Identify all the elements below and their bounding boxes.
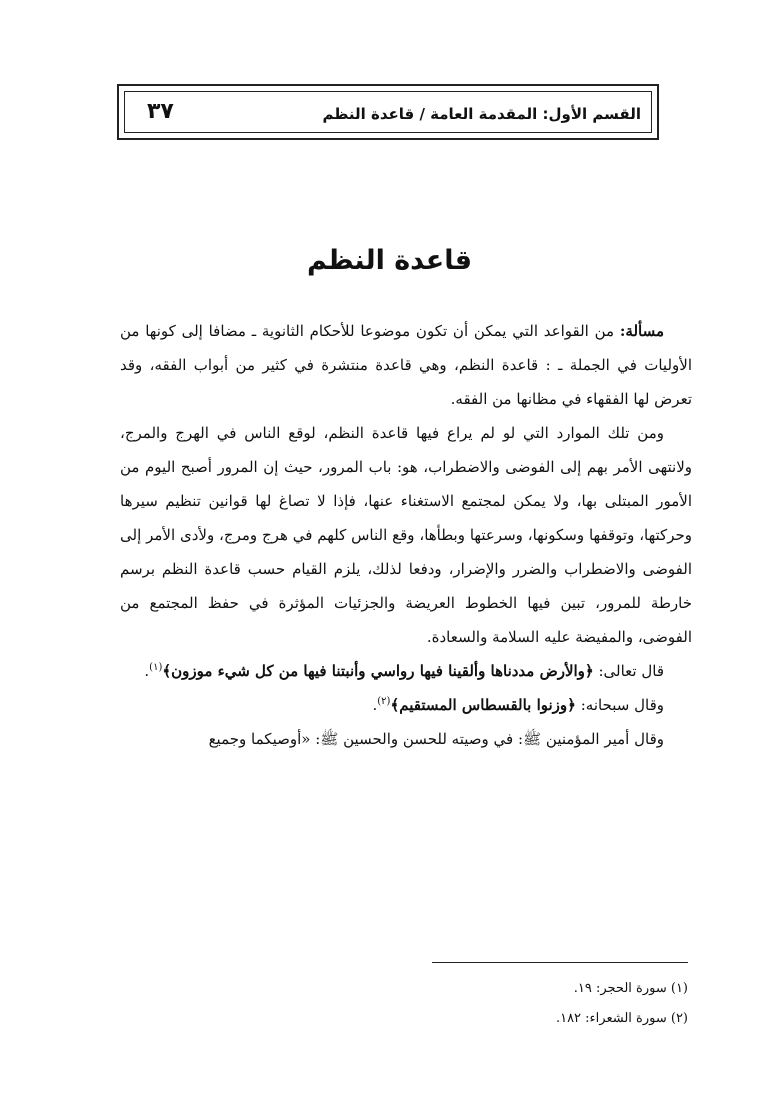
footnote-2: (٢) سورة الشعراء: ١٨٢. [555,1011,688,1026]
paragraph-1-lead: مسألة: [619,322,664,340]
header-title: القسم الأول: المقدمة العامة / قاعدة النظم [322,105,641,123]
paragraph-5 [120,722,692,756]
paragraph-4-lead: وقال سبحانه: [575,696,664,714]
paragraph-1-text: من القواعد التي يمكن أن تكون موضوعا للأحكام الثانوية ـ مضافا إلى كونها من الأوليات في الجملة ـ : قاعدة النظم، وهي قاعدة منتشرة في كثير من أبواب الفقه، وقد تعرض لها الفقهاء في مظانها من الفقه. [120,322,692,408]
footnote-1: (١) سورة الحجر: ١٩. [573,981,688,996]
page-number: ٣٧ [147,99,174,124]
paragraph-3: قال تعالى: ﴿والأرض مددناها وألقينا فيها رواسي وأنبتنا فيها من كل شيء موزون﴾$^{(١)}$. [144,662,664,680]
chapter-title: قاعدة النظم [306,245,473,276]
paragraph-3-lead: قال تعالى: [593,662,664,680]
header-inner-frame [124,91,652,133]
paragraph-4: وقال سبحانه: ﴿وزنوا بالقسطاس المستقيم﴾$^{(٢)}$. [372,696,664,714]
body-text [120,314,692,756]
quran-verse-2: ﴿وزنوا بالقسطاس المستقيم﴾ [390,696,576,714]
footnote-divider [432,962,688,963]
quran-verse-1: ﴿والأرض مددناها وألقينا فيها رواسي وأنبتنا فيها من كل شيء موزون﴾ [162,662,594,680]
running-header [117,84,659,140]
paragraph-2-text: ومن تلك الموارد التي لو لم يراع فيها قاعدة النظم، لوقع الناس في الهرج والمرج، ولانتهى الأمر بهم إلى الفوضى والاضطراب، هو: باب المرور، حيث إن المرور أصبح اليوم من الأمور المبتلى بها، ولا يمكن لمجتمع الاستغناء عنها، فإذا لا تصاغ لها قوانين تنظيم سيرها وحركتها، وتوقفها وسكونها، وسرعتها وبطأها، وقع الناس كلهم في هرج ومرج، ولأدى الأمر إلى الفوضى والاضطراب والضرر والإضرار، ودفعا لذلك، يلزم القيام حسب قاعدة النظم برسم خارطة للمرور، تبين فيها الخطوط العريضة والجزئيات المؤثرة في حفظ المجتمع من الفوضى، والمفيضة عليه السلامة والسعادة. [120,424,692,646]
footnotes [300,974,688,1034]
footnote-ref-1[interactable]: (١) [149,662,163,673]
paragraph-2 [120,416,692,654]
paragraph-5-text: وقال أمير المؤمنين ﷺ: في وصيته للحسن والحسين ﷺ: «أوصيكما وجميع [208,730,664,748]
footnote-ref-2[interactable]: (٢) [377,696,391,707]
paragraph-1 [120,314,692,416]
